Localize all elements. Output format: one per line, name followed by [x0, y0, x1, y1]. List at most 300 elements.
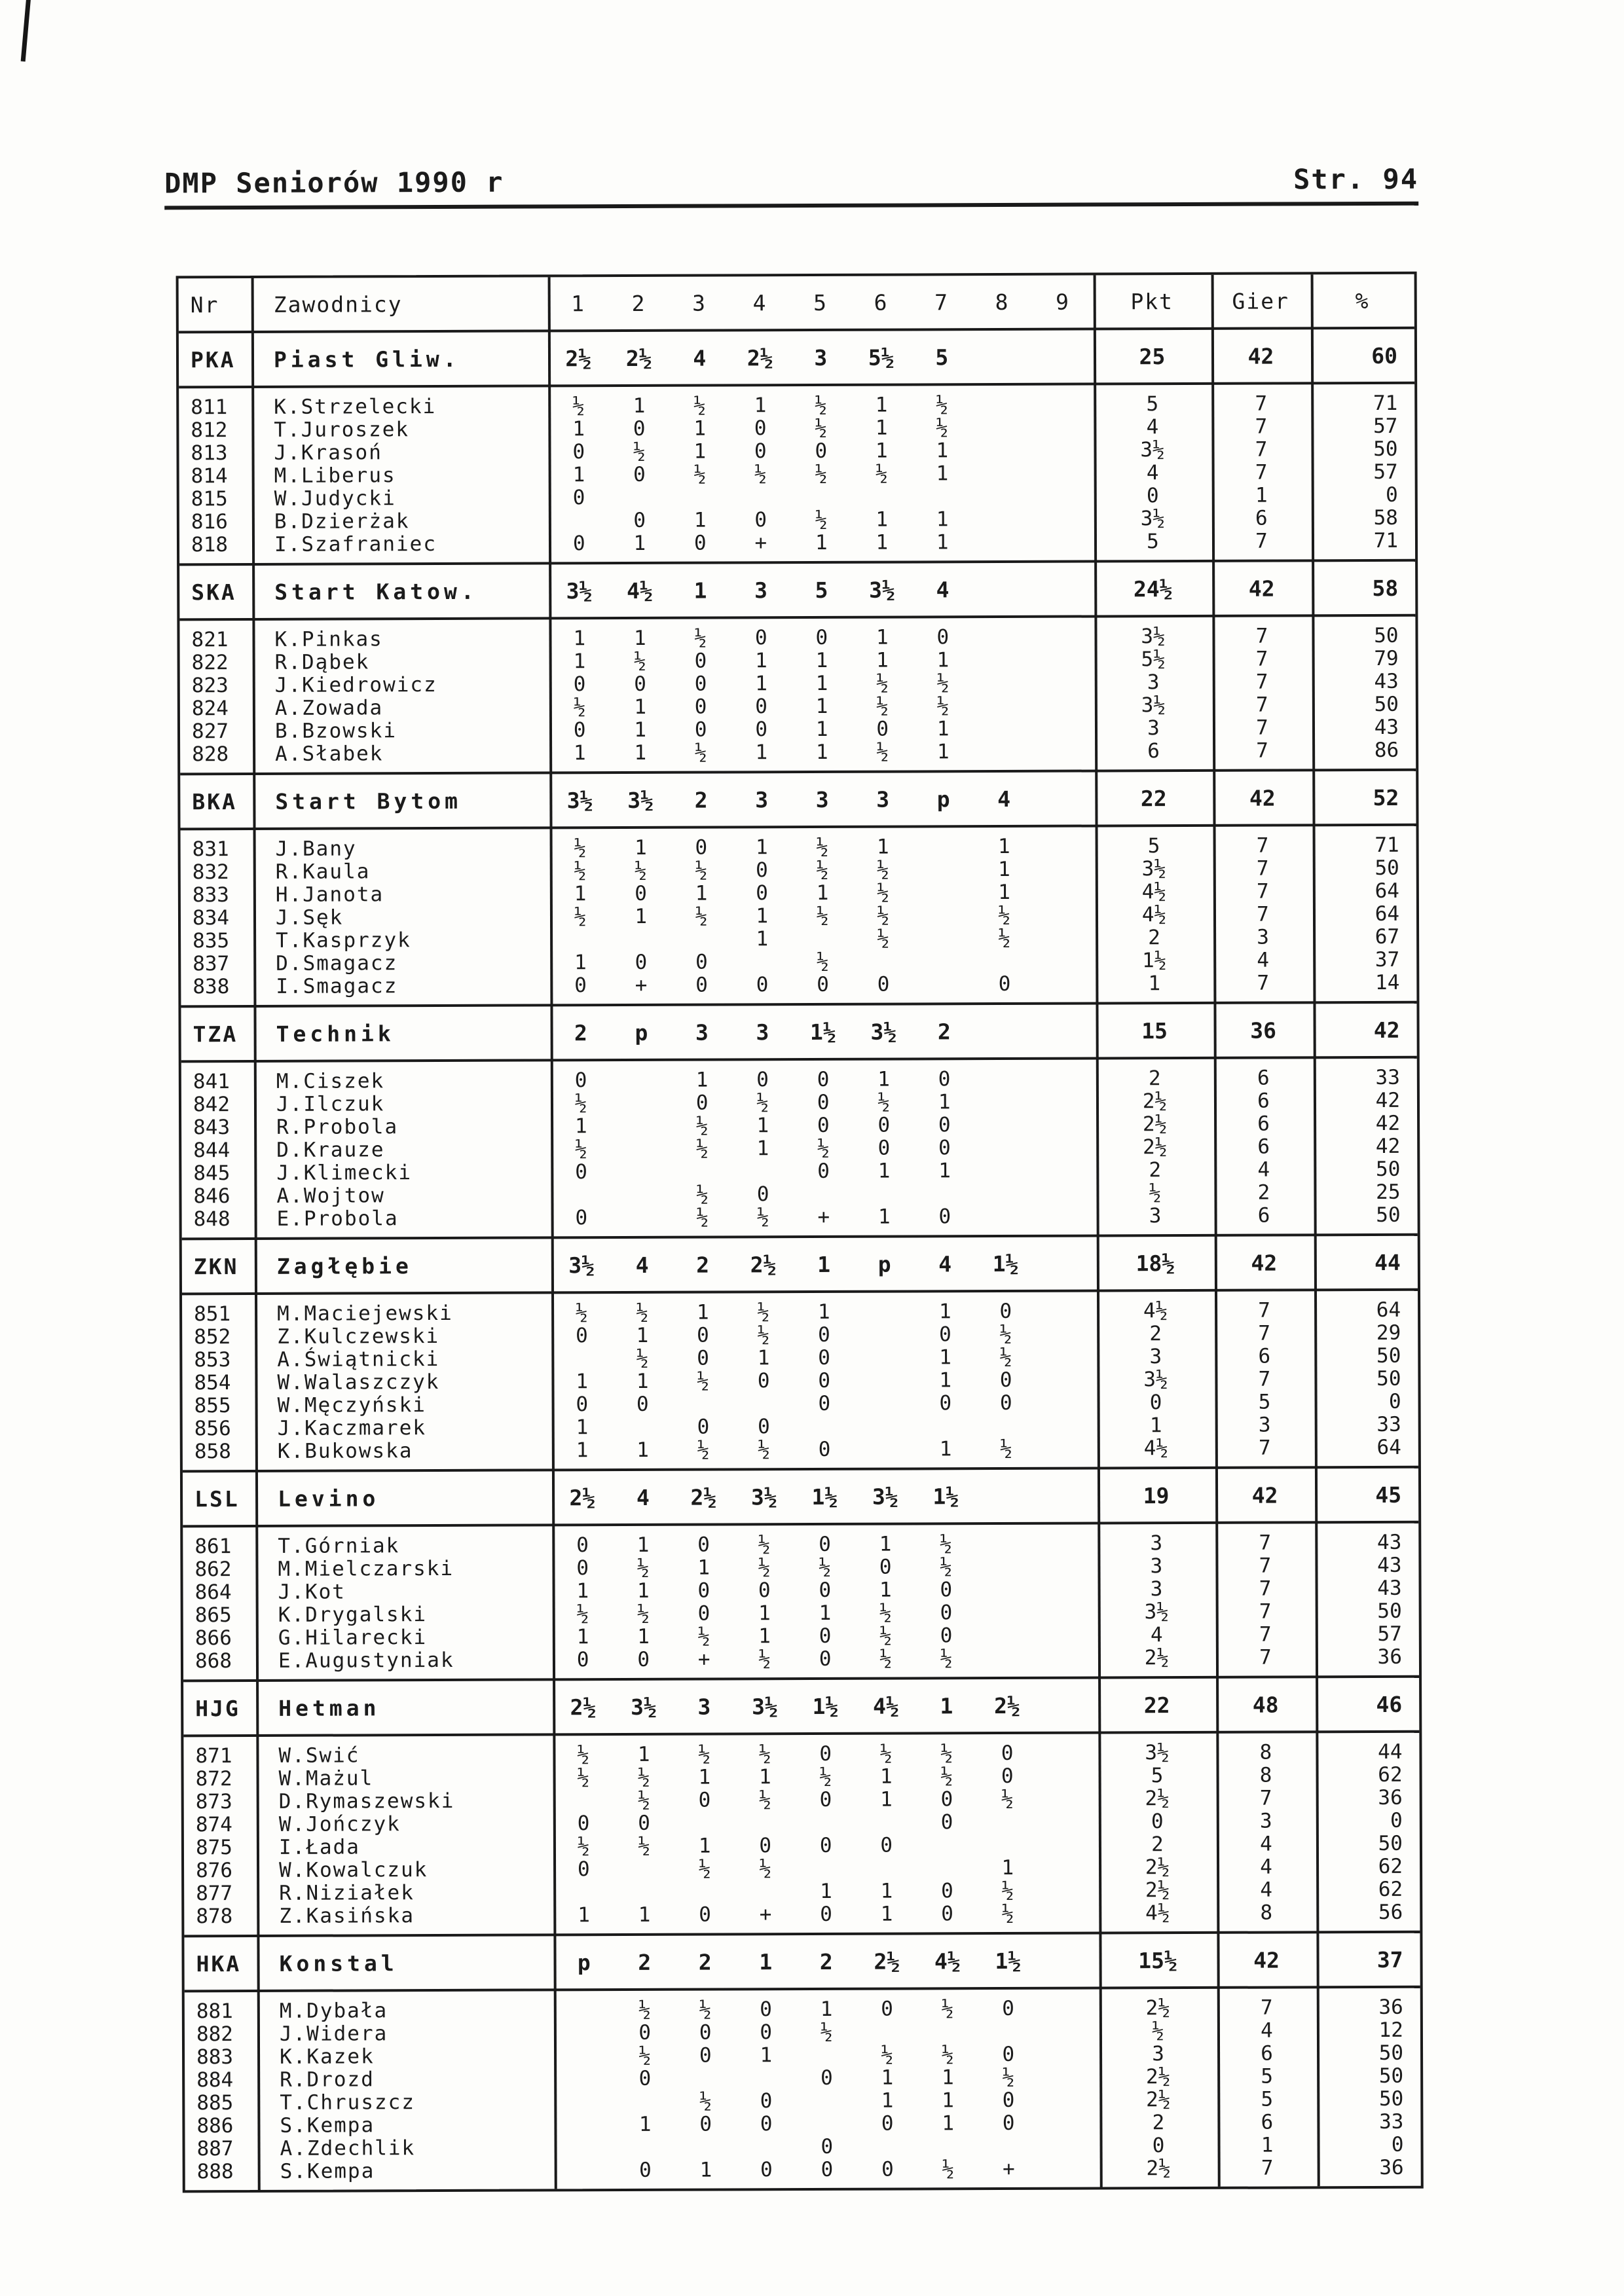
- player-name: J.Krasoń: [274, 441, 382, 465]
- round-result: ½: [879, 1624, 892, 1648]
- player-number: 818: [191, 533, 229, 557]
- player-number: 858: [194, 1440, 231, 1464]
- round-result: 1: [881, 2088, 894, 2113]
- round-result: 0: [699, 2112, 712, 2136]
- round-result: 1: [637, 1438, 649, 1462]
- player-number: 842: [193, 1093, 231, 1117]
- player-percent: 50: [1374, 692, 1399, 717]
- round-result: ½: [577, 1743, 590, 1767]
- round-result: ½: [695, 904, 708, 928]
- player-games: 8: [1259, 1740, 1272, 1764]
- round-result: ½: [633, 649, 646, 673]
- round-result: ½: [819, 1555, 832, 1579]
- team-round-result: 1: [940, 1692, 953, 1719]
- round-result: 1: [634, 718, 647, 742]
- team-points: 22: [1143, 1692, 1170, 1718]
- player-name: I.Łada: [278, 1835, 360, 1859]
- round-result: 0: [576, 1324, 588, 1348]
- player-games: 5: [1261, 2087, 1274, 2111]
- player-name: R.Probola: [276, 1115, 399, 1139]
- round-result: 1: [756, 904, 769, 928]
- player-points: 3: [1149, 1345, 1162, 1369]
- team-round-result: 2½: [690, 1484, 717, 1510]
- round-result: ½: [758, 1556, 771, 1580]
- team-row-ZKN: [182, 1236, 1418, 1296]
- team-round-result: 4½: [934, 1948, 961, 1974]
- player-row: [180, 739, 1416, 767]
- player-games: 7: [1259, 1645, 1272, 1669]
- round-result: 1: [756, 1137, 769, 1161]
- round-result: 0: [639, 2158, 652, 2182]
- round-result: 1: [698, 1834, 711, 1858]
- team-round-result: 3: [814, 344, 828, 371]
- team-round-result: 2½: [565, 345, 592, 371]
- player-games: 7: [1255, 460, 1268, 484]
- team-round-result: 2: [694, 787, 708, 813]
- player-games: 7: [1256, 856, 1269, 881]
- player-percent: 57: [1377, 1622, 1402, 1646]
- round-result: ½: [1001, 1901, 1014, 1925]
- round-result: ½: [817, 949, 829, 974]
- round-result: 0: [819, 1647, 832, 1671]
- round-result: ½: [815, 393, 827, 417]
- round-result: 0: [754, 416, 767, 441]
- round-result: 0: [699, 2043, 712, 2068]
- player-number: 833: [192, 883, 229, 907]
- player-name: D.Smagacz: [276, 951, 398, 975]
- player-games: 7: [1259, 1786, 1272, 1810]
- player-games: 7: [1259, 1531, 1272, 1555]
- round-result: ½: [575, 1301, 588, 1325]
- player-percent: 50: [1378, 2041, 1404, 2065]
- player-percent: 71: [1373, 528, 1399, 553]
- player-number: 828: [192, 742, 229, 767]
- round-result: ½: [694, 740, 707, 765]
- player-number: 881: [196, 1999, 233, 2024]
- player-games: 7: [1259, 1599, 1272, 1624]
- round-result: 1: [756, 927, 769, 951]
- round-result: ½: [876, 694, 889, 718]
- round-result: 1: [875, 416, 888, 440]
- player-games: 7: [1255, 647, 1268, 671]
- round-result: 0: [695, 1091, 709, 1115]
- round-result: 0: [756, 858, 768, 883]
- round-result: 0: [876, 717, 889, 741]
- round-result: ½: [817, 1136, 830, 1160]
- player-name: J.Sęk: [275, 905, 344, 930]
- player-games: 5: [1261, 2064, 1274, 2088]
- player-name: B.Bzowski: [274, 719, 397, 743]
- round-result: 1: [998, 857, 1010, 882]
- round-result: 0: [938, 1113, 951, 1137]
- player-games: 3: [1259, 1809, 1272, 1833]
- player-percent: 64: [1375, 879, 1399, 903]
- round-result: 1: [574, 1114, 587, 1139]
- round-result: ½: [940, 1764, 953, 1789]
- team-round-result: 2½: [570, 1694, 597, 1720]
- player-games: 3: [1258, 1413, 1271, 1437]
- player-points: 2½: [1144, 1646, 1170, 1670]
- player-number: 824: [191, 697, 229, 721]
- player-number: 888: [196, 2160, 234, 2184]
- player-games: 4: [1260, 1832, 1272, 1856]
- round-result: +: [635, 973, 648, 997]
- round-result: 0: [817, 1090, 830, 1114]
- round-result: 0: [635, 950, 648, 974]
- team-round-result: 4: [635, 1252, 649, 1278]
- round-result: ½: [819, 1764, 832, 1789]
- team-code: ZKN: [193, 1253, 239, 1279]
- player-points: 4: [1146, 415, 1159, 439]
- player-points: 4½: [1141, 903, 1167, 927]
- team-round-result: 3½: [872, 1484, 898, 1510]
- round-result: 0: [695, 950, 708, 974]
- round-result: 0: [572, 486, 585, 510]
- round-result: 1: [696, 1300, 709, 1324]
- player-points: 3½: [1141, 857, 1166, 881]
- team-round-result: 3½: [869, 577, 895, 603]
- player-name: J.Kaczmarek: [277, 1416, 427, 1440]
- player-percent: 44: [1378, 1740, 1403, 1764]
- round-result: 0: [576, 1648, 589, 1672]
- team-code: TZA: [193, 1021, 238, 1047]
- player-percent: 12: [1378, 2018, 1403, 2042]
- team-games: 42: [1249, 785, 1276, 811]
- round-result: 1: [938, 1300, 951, 1324]
- round-result: ½: [877, 881, 890, 905]
- player-percent: 57: [1373, 460, 1398, 484]
- team-percent: 60: [1371, 342, 1398, 369]
- round-result: 0: [699, 1903, 711, 1927]
- player-games: 7: [1258, 1321, 1271, 1345]
- team-percent: 44: [1375, 1249, 1401, 1275]
- player-points: 5: [1146, 392, 1159, 416]
- header-pkt: Pkt: [1130, 288, 1174, 314]
- team-round-result: 1½: [932, 1483, 959, 1509]
- round-result: 1: [633, 393, 646, 418]
- player-games: 7: [1260, 1995, 1273, 2020]
- round-result: 0: [575, 1206, 588, 1230]
- player-name: T.Juroszek: [274, 418, 410, 442]
- player-points: 3½: [1144, 1600, 1169, 1624]
- player-number: 823: [191, 674, 229, 698]
- round-result: 1: [574, 882, 587, 906]
- player-number: 814: [191, 464, 228, 488]
- round-result: ½: [577, 1766, 590, 1790]
- player-games: 6: [1257, 1203, 1270, 1228]
- round-result: 0: [940, 1810, 953, 1834]
- team-round-result: 3½: [566, 577, 593, 604]
- round-result: 0: [756, 973, 769, 997]
- team-points: 24½: [1133, 575, 1173, 602]
- team-percent: 37: [1376, 1946, 1403, 1973]
- round-result: 0: [819, 1741, 832, 1766]
- player-points: 1: [1149, 1413, 1162, 1438]
- team-round-result: p: [635, 1019, 648, 1046]
- player-percent: 50: [1373, 437, 1398, 462]
- team-round-result: 3½: [750, 1484, 777, 1510]
- round-result: 1: [693, 416, 707, 441]
- player-percent: 62: [1378, 1854, 1403, 1878]
- round-result: 0: [819, 1578, 832, 1602]
- round-result: 0: [754, 508, 767, 532]
- player-percent: 42: [1375, 1134, 1401, 1158]
- player-percent: 36: [1377, 1645, 1403, 1669]
- player-points: 3½: [1145, 1741, 1170, 1765]
- round-result: +: [754, 531, 767, 555]
- player-number: 884: [196, 2068, 234, 2092]
- player-games: 6: [1257, 1089, 1270, 1113]
- player-percent: 64: [1376, 1298, 1401, 1322]
- round-result: ½: [999, 1345, 1012, 1370]
- round-result: ½: [1001, 1878, 1014, 1903]
- player-name: W.Męczyński: [277, 1393, 426, 1417]
- round-result: ½: [633, 439, 646, 464]
- player-number: 831: [192, 837, 229, 862]
- round-result: 0: [1002, 1996, 1014, 2020]
- player-games: 6: [1255, 506, 1268, 530]
- player-name: Z.Kasińska: [279, 1904, 415, 1928]
- round-result: 0: [936, 625, 950, 649]
- round-result: ½: [815, 507, 828, 532]
- player-number: 811: [191, 395, 228, 420]
- round-result: 1: [939, 1345, 951, 1370]
- player-number: 827: [191, 720, 229, 744]
- round-result: 0: [818, 1368, 831, 1393]
- round-result: 0: [637, 1647, 650, 1671]
- round-result: 0: [697, 1346, 709, 1370]
- round-result: ½: [936, 393, 948, 417]
- round-result: 1: [758, 1624, 771, 1649]
- player-games: 7: [1256, 716, 1268, 740]
- round-result: ½: [758, 1647, 771, 1671]
- round-result: 0: [697, 1578, 710, 1603]
- round-result: ½: [693, 462, 707, 486]
- round-result: ½: [879, 1647, 893, 1671]
- round-result: 0: [694, 718, 707, 742]
- round-result: 0: [574, 974, 587, 998]
- round-result: 1: [637, 1578, 650, 1603]
- round-result: 0: [818, 1437, 831, 1461]
- round-result: ½: [757, 1323, 770, 1347]
- player-percent: 29: [1376, 1321, 1401, 1345]
- player-points: 5: [1151, 1764, 1164, 1788]
- round-result: ½: [696, 1137, 709, 1161]
- player-percent: 58: [1373, 505, 1398, 530]
- player-name: R.Dąbek: [274, 650, 370, 674]
- player-row: [182, 1204, 1418, 1231]
- header-gier: Gier: [1232, 287, 1290, 314]
- round-result: ½: [875, 462, 888, 486]
- team-round-result: p: [936, 786, 950, 812]
- round-result: 0: [818, 1345, 830, 1370]
- round-result: 0: [572, 532, 585, 556]
- team-games: 36: [1250, 1017, 1277, 1044]
- player-number: 886: [196, 2114, 234, 2138]
- team-games: 42: [1251, 1250, 1278, 1276]
- round-result: 1: [693, 508, 707, 532]
- player-row: [183, 1436, 1418, 1464]
- team-round-result: 3½: [627, 787, 654, 813]
- round-result: 1: [936, 740, 950, 764]
- round-result: 0: [760, 2020, 773, 2045]
- round-result: 1: [758, 1765, 771, 1789]
- round-result: ½: [698, 1857, 711, 1881]
- round-result: 0: [821, 2066, 833, 2090]
- team-round-result: 3½: [631, 1694, 657, 1720]
- player-percent: 50: [1378, 2086, 1404, 2111]
- round-result: 0: [821, 2157, 834, 2181]
- round-result: ½: [936, 694, 950, 718]
- player-points: 2: [1152, 2111, 1165, 2135]
- player-percent: 79: [1374, 646, 1399, 671]
- team-round-result: 1½: [809, 1019, 836, 1045]
- round-result: ½: [637, 1601, 650, 1626]
- round-result: +: [759, 1903, 772, 1927]
- round-result: +: [817, 1205, 830, 1229]
- player-name: J.Klimecki: [276, 1161, 413, 1185]
- team-row-PKA: [179, 329, 1414, 389]
- player-games: 8: [1260, 1901, 1273, 1925]
- round-result: 1: [637, 1742, 650, 1766]
- player-games: 7: [1255, 437, 1268, 462]
- round-result: 0: [818, 1322, 830, 1347]
- round-result: 1: [576, 1438, 589, 1463]
- round-result: 0: [1002, 2042, 1015, 2066]
- player-points: 4½: [1145, 1901, 1170, 1925]
- player-number: 868: [194, 1649, 232, 1673]
- player-games: 7: [1258, 1367, 1271, 1391]
- player-number: 875: [195, 1836, 233, 1860]
- team-name: Piast Gliw.: [273, 346, 460, 373]
- round-result: 1: [573, 627, 586, 651]
- player-row: [185, 2157, 1421, 2184]
- player-percent: 0: [1391, 2132, 1404, 2157]
- round-result: 1: [573, 741, 586, 765]
- round-result: ½: [999, 1322, 1012, 1347]
- player-name: A.Zowada: [274, 696, 384, 720]
- round-result: 1: [760, 2043, 773, 2068]
- team-round-result: p: [877, 1251, 891, 1277]
- round-result: ½: [877, 926, 890, 951]
- round-result: 1: [637, 1533, 650, 1557]
- player-percent: 43: [1376, 1530, 1402, 1554]
- round-result: ½: [573, 695, 586, 720]
- round-result: ½: [820, 2020, 833, 2044]
- player-name: R.Drozd: [280, 2068, 375, 2092]
- round-result: 1: [820, 1879, 832, 1903]
- team-round-result: p: [577, 1949, 591, 1975]
- player-percent: 36: [1378, 1785, 1403, 1810]
- player-games: 4: [1260, 1878, 1273, 1902]
- player-row: [184, 1901, 1420, 1929]
- player-name: A.Wojtow: [276, 1184, 385, 1208]
- round-result: 0: [697, 1601, 710, 1626]
- team-round-result: 3: [755, 786, 769, 812]
- round-result: 1: [638, 2112, 652, 2136]
- player-name: H.Janota: [275, 883, 384, 907]
- round-result: 1: [634, 740, 647, 765]
- player-percent: 50: [1377, 1599, 1402, 1623]
- round-result: 0: [756, 1068, 769, 1092]
- round-result: 0: [760, 2112, 773, 2136]
- player-row: [181, 972, 1416, 999]
- player-percent: 33: [1376, 1412, 1401, 1436]
- player-games: 7: [1259, 1622, 1272, 1647]
- player-games: 8: [1259, 1763, 1272, 1787]
- round-result: 1: [633, 531, 646, 555]
- player-name: J.Widera: [279, 2022, 388, 2046]
- round-result: ½: [759, 1857, 772, 1881]
- player-points: 6: [1147, 739, 1160, 763]
- team-round-result: 1½: [992, 1250, 1019, 1277]
- round-result: ½: [879, 1741, 893, 1766]
- round-result: 0: [879, 1555, 892, 1579]
- round-result: ½: [942, 2157, 955, 2181]
- player-name: K.Strzelecki: [274, 394, 437, 419]
- player-name: R.Niziałek: [279, 1881, 415, 1905]
- round-result: 1: [877, 1205, 891, 1229]
- round-result: 1: [757, 1346, 770, 1370]
- round-result: 0: [941, 1879, 953, 1903]
- round-result: ½: [758, 1742, 771, 1766]
- team-games: 42: [1247, 343, 1274, 369]
- player-points: 3: [1149, 1204, 1162, 1228]
- team-round-result: 2½: [747, 344, 773, 371]
- team-row-SKA: [179, 562, 1415, 621]
- team-points: 22: [1140, 785, 1167, 811]
- round-result: 0: [577, 1812, 590, 1836]
- round-result: 0: [815, 625, 828, 649]
- round-result: ½: [638, 1788, 650, 1812]
- round-result: 0: [940, 1601, 953, 1625]
- player-name: J.Ilczuk: [276, 1092, 385, 1116]
- team-round-result: 1½: [812, 1693, 839, 1719]
- player-number: 862: [194, 1558, 232, 1582]
- round-result: ½: [572, 394, 585, 418]
- round-result: 1: [879, 1532, 892, 1556]
- round-result: 0: [817, 1159, 830, 1183]
- player-number: 864: [194, 1580, 232, 1605]
- round-result: 0: [574, 1068, 587, 1093]
- round-result: 0: [576, 1393, 589, 1417]
- team-points: 19: [1143, 1482, 1170, 1508]
- player-games: 7: [1259, 1576, 1272, 1601]
- round-result: 0: [697, 1415, 710, 1439]
- round-result: 1: [755, 835, 768, 860]
- player-number: 856: [194, 1417, 231, 1441]
- round-result: 0: [697, 1323, 709, 1347]
- team-round-result: 1: [759, 1948, 773, 1975]
- round-result: 1: [820, 1997, 833, 2021]
- player-number: 865: [194, 1603, 232, 1628]
- player-points: 2½: [1145, 2065, 1171, 2089]
- team-name: Zagłębie: [276, 1252, 413, 1279]
- round-result: ½: [1002, 2065, 1015, 2089]
- player-points: 2½: [1146, 2157, 1171, 2181]
- round-result: 0: [638, 1811, 650, 1835]
- round-result: 1: [698, 1765, 711, 1789]
- round-result: 0: [1001, 1741, 1014, 1765]
- round-result: 1: [817, 1300, 830, 1324]
- header-round-9: 9: [1055, 289, 1070, 315]
- player-percent: 67: [1375, 924, 1400, 949]
- player-name: S.Kempa: [280, 2113, 375, 2138]
- player-points: 0: [1151, 1810, 1164, 1834]
- player-percent: 86: [1374, 738, 1399, 763]
- round-result: ½: [998, 926, 1011, 951]
- team-percent: 58: [1372, 575, 1399, 601]
